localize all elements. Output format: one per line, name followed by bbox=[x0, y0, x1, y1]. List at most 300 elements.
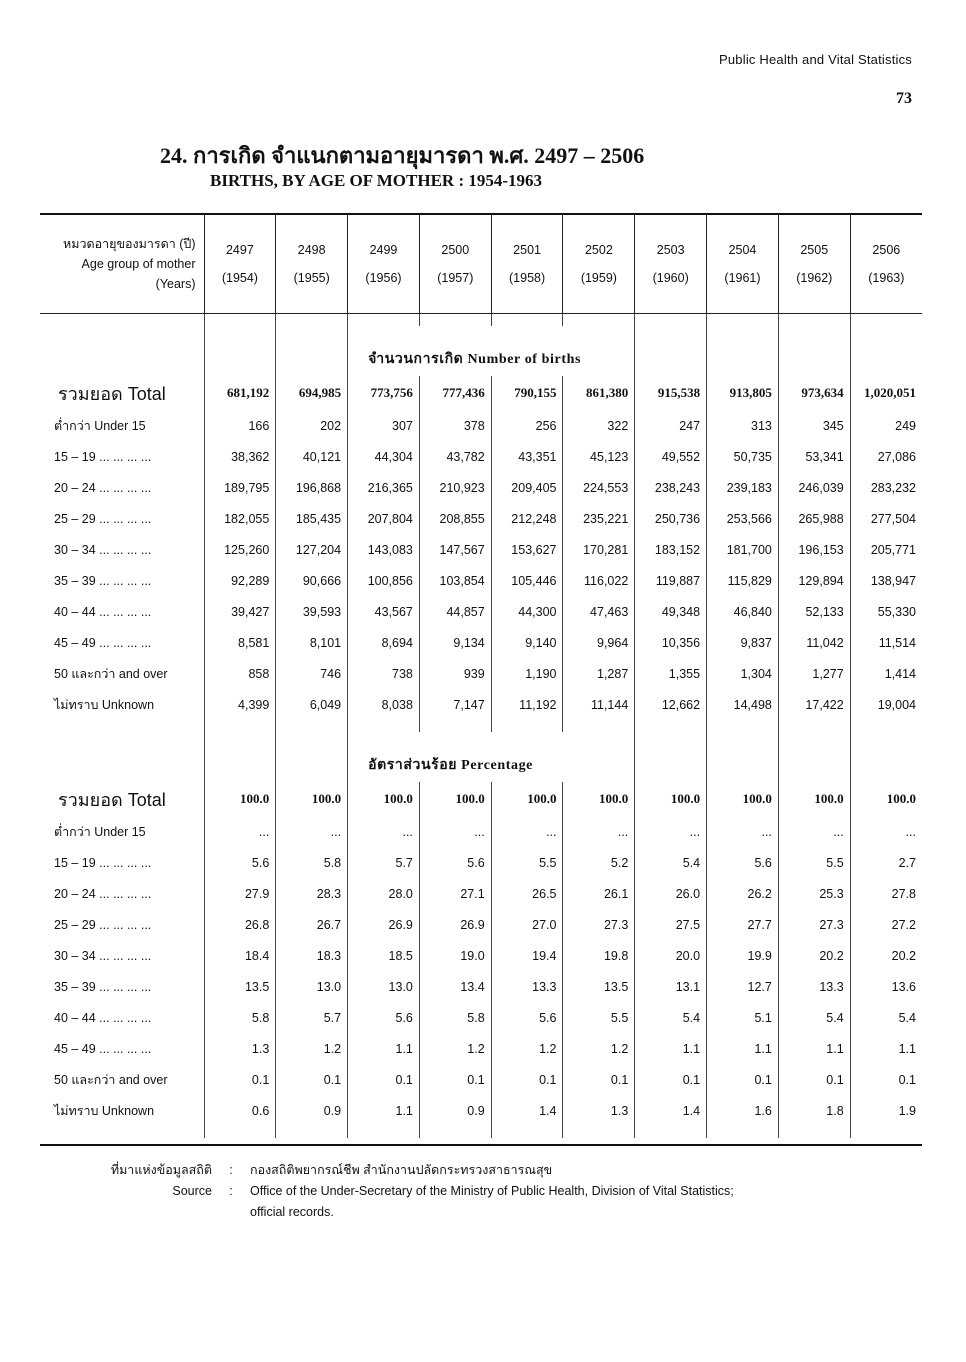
header-label-english: Age group of mother bbox=[81, 257, 196, 271]
spacer-cell bbox=[40, 314, 204, 327]
spacer-cell bbox=[850, 314, 922, 327]
header-year-thai: 2502 bbox=[584, 243, 613, 257]
table-cell: 1.1 bbox=[348, 1095, 420, 1126]
table-row bbox=[40, 441, 922, 472]
table-row bbox=[40, 658, 922, 689]
table-cell: 5.6 bbox=[348, 1002, 420, 1033]
table-cell: 1.4 bbox=[635, 1095, 707, 1126]
table-cell: 5.2 bbox=[563, 847, 635, 878]
spacer-cell bbox=[707, 314, 779, 327]
table-cell: 277,504 bbox=[870, 511, 916, 526]
table-cell: 100.0 bbox=[563, 782, 635, 816]
table-cell: 100.0 bbox=[886, 791, 916, 806]
section-blank-cell bbox=[850, 732, 922, 782]
header-year-thai: 2505 bbox=[800, 243, 829, 257]
header-year-thai: 2506 bbox=[872, 243, 901, 257]
table-cell: 47,463 bbox=[563, 596, 635, 627]
section-header-row bbox=[40, 326, 922, 376]
table-cell: 13.5 bbox=[204, 971, 276, 1002]
table-cell: 100.0 bbox=[419, 782, 491, 816]
row-label: ไม่ทราบ Unknown bbox=[40, 1095, 204, 1126]
header-year-cell bbox=[778, 215, 850, 314]
header-year-cell bbox=[850, 215, 922, 314]
table-cell: 1.1 bbox=[778, 1033, 850, 1064]
table-cell: 0.1 bbox=[491, 1064, 563, 1095]
header-year-thai: 2499 bbox=[369, 243, 398, 257]
table-cell: 18.5 bbox=[348, 940, 420, 971]
spacer-cell bbox=[348, 314, 420, 327]
section-blank-cell bbox=[204, 732, 276, 782]
table-cell: 44,300 bbox=[491, 596, 563, 627]
table-cell: 147,567 bbox=[419, 534, 491, 565]
table-row bbox=[40, 534, 922, 565]
spacer-cell bbox=[40, 720, 204, 732]
source-value-english bbox=[250, 1181, 930, 1223]
table-cell: 26.7 bbox=[276, 909, 348, 940]
header-year-thai: 2504 bbox=[728, 243, 757, 257]
total-row bbox=[40, 376, 922, 410]
table-cell: 5.6 bbox=[491, 1002, 563, 1033]
table-cell: 182,055 bbox=[204, 503, 276, 534]
table-cell: 27.1 bbox=[419, 878, 491, 909]
header-year-english: (1956) bbox=[365, 271, 402, 285]
table-cell: 115,829 bbox=[707, 565, 779, 596]
table-cell: 5.6 bbox=[419, 847, 491, 878]
table-cell: 39,593 bbox=[276, 596, 348, 627]
table-row bbox=[40, 971, 922, 1002]
header-year-english: (1958) bbox=[509, 271, 546, 285]
row-label: ไม่ทราบ Unknown bbox=[40, 689, 204, 720]
section-blank-cell bbox=[707, 732, 779, 782]
table-row bbox=[40, 878, 922, 909]
table-cell: ... bbox=[419, 816, 491, 847]
table-cell: 5.4 bbox=[898, 1010, 916, 1025]
spacer-cell bbox=[563, 720, 635, 732]
table-cell: 253,566 bbox=[707, 503, 779, 534]
spacer-cell bbox=[276, 1126, 348, 1138]
table-cell: 0.1 bbox=[276, 1064, 348, 1095]
table-cell: 224,553 bbox=[563, 472, 635, 503]
spacer-cell bbox=[563, 1126, 635, 1138]
spacer-cell bbox=[40, 1126, 204, 1138]
section-title: อัตราส่วนร้อย Percentage bbox=[348, 732, 635, 782]
table-cell: 18.3 bbox=[276, 940, 348, 971]
table-cell: ... bbox=[707, 816, 779, 847]
table-cell: 694,985 bbox=[276, 376, 348, 410]
spacer-cell bbox=[419, 314, 491, 327]
table-cell: ... bbox=[276, 816, 348, 847]
spacer-cell bbox=[850, 1126, 922, 1138]
section-blank-cell bbox=[276, 326, 348, 376]
table-cell: 915,538 bbox=[635, 376, 707, 410]
section-blank-cell bbox=[204, 326, 276, 376]
header-year-thai: 2500 bbox=[441, 243, 470, 257]
table-row bbox=[40, 1033, 922, 1064]
table-cell: 20.0 bbox=[635, 940, 707, 971]
table-cell: 116,022 bbox=[563, 565, 635, 596]
table-cell: ... bbox=[204, 816, 276, 847]
table-cell: 100.0 bbox=[491, 782, 563, 816]
row-label: 25 – 29 ... ... ... ... bbox=[40, 503, 204, 534]
table-cell: 92,289 bbox=[204, 565, 276, 596]
table-cell: 103,854 bbox=[419, 565, 491, 596]
table-cell: 11,514 bbox=[878, 635, 916, 650]
table-row bbox=[40, 1002, 922, 1033]
table-cell: 0.9 bbox=[276, 1095, 348, 1126]
table-cell: 1.4 bbox=[491, 1095, 563, 1126]
header-year-english: (1962) bbox=[796, 271, 833, 285]
spacer-row bbox=[40, 720, 922, 732]
table-cell: 0.1 bbox=[707, 1064, 779, 1095]
table-cell: 1.2 bbox=[491, 1033, 563, 1064]
table-cell: 9,134 bbox=[419, 627, 491, 658]
table-cell: ... bbox=[635, 816, 707, 847]
table-cell: 39,427 bbox=[204, 596, 276, 627]
table-row bbox=[40, 909, 922, 940]
header-year-cell bbox=[419, 215, 491, 314]
table-cell: 250,736 bbox=[635, 503, 707, 534]
table-cell: 19.8 bbox=[563, 940, 635, 971]
table-cell: 26.1 bbox=[563, 878, 635, 909]
table-cell: 166 bbox=[204, 410, 276, 441]
table-cell: 105,446 bbox=[491, 565, 563, 596]
table-cell: 9,140 bbox=[491, 627, 563, 658]
table-cell: 0.1 bbox=[348, 1064, 420, 1095]
table-cell: 26.9 bbox=[348, 909, 420, 940]
table-cell: 773,756 bbox=[348, 376, 420, 410]
table-cell: 1,277 bbox=[778, 658, 850, 689]
table-cell: 746 bbox=[276, 658, 348, 689]
row-label: 20 – 24 ... ... ... ... bbox=[40, 878, 204, 909]
row-label: 45 – 49 ... ... ... ... bbox=[40, 1033, 204, 1064]
table-cell: 0.1 bbox=[898, 1072, 916, 1087]
row-label: 50 และกว่า and over bbox=[40, 1064, 204, 1095]
table-cell: 246,039 bbox=[778, 472, 850, 503]
header-year-thai: 2498 bbox=[297, 243, 326, 257]
table-cell: 55,330 bbox=[877, 604, 916, 619]
table-cell: 27.0 bbox=[491, 909, 563, 940]
header-age-group-label bbox=[40, 215, 204, 314]
births-table bbox=[40, 215, 922, 1138]
table-cell: 973,634 bbox=[778, 376, 850, 410]
section-blank-cell bbox=[40, 732, 204, 782]
table-cell: 0.6 bbox=[204, 1095, 276, 1126]
table-cell: 26.2 bbox=[707, 878, 779, 909]
table-cell: 345 bbox=[778, 410, 850, 441]
table-cell: 247 bbox=[635, 410, 707, 441]
row-label: 30 – 34 ... ... ... ... bbox=[40, 534, 204, 565]
header-year-english: (1954) bbox=[221, 271, 258, 285]
table-cell: 100,856 bbox=[348, 565, 420, 596]
table-cell: 5.5 bbox=[778, 847, 850, 878]
table-cell: 13.5 bbox=[563, 971, 635, 1002]
section-blank-cell bbox=[635, 326, 707, 376]
row-label: 15 – 19 ... ... ... ... bbox=[40, 847, 204, 878]
source-note bbox=[80, 1160, 930, 1223]
table-cell: 127,204 bbox=[276, 534, 348, 565]
table-cell: 53,341 bbox=[778, 441, 850, 472]
table-cell: 5.4 bbox=[635, 847, 707, 878]
table-cell: 202 bbox=[276, 410, 348, 441]
table-cell: 196,868 bbox=[276, 472, 348, 503]
table-cell: 13.1 bbox=[635, 971, 707, 1002]
header-year-english: (1957) bbox=[437, 271, 474, 285]
table-row bbox=[40, 1064, 922, 1095]
row-label: ต่ำกว่า Under 15 bbox=[40, 410, 204, 441]
table-cell: 19.0 bbox=[419, 940, 491, 971]
table-cell: 52,133 bbox=[778, 596, 850, 627]
table-cell: 5.8 bbox=[419, 1002, 491, 1033]
table-cell: 0.9 bbox=[419, 1095, 491, 1126]
section-header-row bbox=[40, 732, 922, 782]
row-label: 50 และกว่า and over bbox=[40, 658, 204, 689]
table-cell: 189,795 bbox=[204, 472, 276, 503]
section-blank-cell bbox=[778, 326, 850, 376]
table-cell: 283,232 bbox=[870, 480, 916, 495]
table-cell: 20.2 bbox=[891, 948, 916, 963]
header-year-cell bbox=[563, 215, 635, 314]
table-cell: 216,365 bbox=[348, 472, 420, 503]
table-row bbox=[40, 1095, 922, 1126]
table-title-thai: 24. การเกิด จำแนกตามอายุมารดา พ.ศ. 2497 – 2506 bbox=[160, 143, 645, 168]
table-cell: 49,552 bbox=[635, 441, 707, 472]
table-cell: 27.8 bbox=[891, 886, 916, 901]
table-cell: 1.2 bbox=[419, 1033, 491, 1064]
row-label: ต่ำกว่า Under 15 bbox=[40, 816, 204, 847]
table-row bbox=[40, 503, 922, 534]
table-cell: 313 bbox=[707, 410, 779, 441]
table-cell: 378 bbox=[419, 410, 491, 441]
table-cell: 20.2 bbox=[778, 940, 850, 971]
table-cell: 27.2 bbox=[891, 917, 916, 932]
page-number: 73 bbox=[896, 90, 912, 107]
table-cell: 125,260 bbox=[204, 534, 276, 565]
table-cell: 27.5 bbox=[635, 909, 707, 940]
spacer-cell bbox=[850, 720, 922, 732]
table-cell: 738 bbox=[348, 658, 420, 689]
table-cell: 25.3 bbox=[778, 878, 850, 909]
table-cell: 1,414 bbox=[884, 666, 916, 681]
spacer-cell bbox=[276, 720, 348, 732]
table-cell: 50,735 bbox=[707, 441, 779, 472]
table-cell: 858 bbox=[204, 658, 276, 689]
table-cell: 27.3 bbox=[563, 909, 635, 940]
table-cell: 9,837 bbox=[707, 627, 779, 658]
source-label-thai: ที่มาแห่งข้อมูลสถิติ bbox=[110, 1163, 212, 1177]
table-cell: 40,121 bbox=[276, 441, 348, 472]
table-cell: 13.3 bbox=[491, 971, 563, 1002]
row-label: 25 – 29 ... ... ... ... bbox=[40, 909, 204, 940]
source-label-english: Source bbox=[172, 1184, 212, 1198]
table-cell: 1.1 bbox=[707, 1033, 779, 1064]
spacer-cell bbox=[778, 1126, 850, 1138]
table-cell: 913,805 bbox=[707, 376, 779, 410]
table-cell: 38,362 bbox=[204, 441, 276, 472]
table-cell: 1.2 bbox=[563, 1033, 635, 1064]
table-row bbox=[40, 689, 922, 720]
header-year-thai: 2503 bbox=[656, 243, 685, 257]
table-cell: 256 bbox=[491, 410, 563, 441]
table-cell: 1,287 bbox=[563, 658, 635, 689]
table-cell: 11,192 bbox=[491, 689, 563, 720]
table-cell: 5.1 bbox=[707, 1002, 779, 1033]
table-cell: 19.9 bbox=[707, 940, 779, 971]
table-cell: 5.4 bbox=[778, 1002, 850, 1033]
row-label: 45 – 49 ... ... ... ... bbox=[40, 627, 204, 658]
header-year-english: (1960) bbox=[652, 271, 689, 285]
table-cell: 13.0 bbox=[276, 971, 348, 1002]
spacer-cell bbox=[204, 720, 276, 732]
table-cell: 5.7 bbox=[348, 847, 420, 878]
table-cell: 26.8 bbox=[204, 909, 276, 940]
table-cell: 13.4 bbox=[419, 971, 491, 1002]
row-label: 15 – 19 ... ... ... ... bbox=[40, 441, 204, 472]
table-cell: 1,190 bbox=[491, 658, 563, 689]
births-table-container bbox=[40, 213, 922, 1146]
spacer-row bbox=[40, 314, 922, 327]
section-blank-cell bbox=[276, 732, 348, 782]
header-year-cell bbox=[204, 215, 276, 314]
table-cell: 183,152 bbox=[635, 534, 707, 565]
table-cell: 212,248 bbox=[491, 503, 563, 534]
table-cell: 100.0 bbox=[635, 782, 707, 816]
table-cell: 207,804 bbox=[348, 503, 420, 534]
header-year-cell bbox=[276, 215, 348, 314]
table-row bbox=[40, 847, 922, 878]
table-cell: 0.1 bbox=[204, 1064, 276, 1095]
table-cell: 5.5 bbox=[491, 847, 563, 878]
table-cell: 8,101 bbox=[276, 627, 348, 658]
header-year-thai: 2497 bbox=[225, 243, 254, 257]
row-label: 30 – 34 ... ... ... ... bbox=[40, 940, 204, 971]
section-blank-cell bbox=[850, 326, 922, 376]
spacer-cell bbox=[419, 720, 491, 732]
table-cell: 12.7 bbox=[707, 971, 779, 1002]
table-cell: 235,221 bbox=[563, 503, 635, 534]
table-cell: 100.0 bbox=[778, 782, 850, 816]
table-cell: 1.3 bbox=[563, 1095, 635, 1126]
spacer-cell bbox=[778, 314, 850, 327]
table-cell: 249 bbox=[895, 418, 916, 433]
table-cell: 27.7 bbox=[707, 909, 779, 940]
table-cell: 0.1 bbox=[778, 1064, 850, 1095]
table-cell: 143,083 bbox=[348, 534, 420, 565]
table-cell: 1.6 bbox=[707, 1095, 779, 1126]
source-value-english-line2: official records. bbox=[250, 1205, 334, 1219]
table-cell: 208,855 bbox=[419, 503, 491, 534]
header-label-years: (Years) bbox=[155, 277, 196, 291]
table-row bbox=[40, 565, 922, 596]
table-cell: 5.7 bbox=[276, 1002, 348, 1033]
spacer-cell bbox=[778, 720, 850, 732]
table-cell: 14,498 bbox=[707, 689, 779, 720]
table-title-english: BIRTHS, BY AGE OF MOTHER : 1954-1963 bbox=[210, 171, 543, 190]
running-head: Public Health and Vital Statistics bbox=[719, 52, 912, 67]
table-cell: 939 bbox=[419, 658, 491, 689]
table-cell: 19,004 bbox=[877, 697, 916, 712]
table-cell: 13.3 bbox=[778, 971, 850, 1002]
table-cell: 153,627 bbox=[491, 534, 563, 565]
section-title: จำนวนการเกิด Number of births bbox=[348, 326, 635, 376]
table-row bbox=[40, 940, 922, 971]
header-year-cell bbox=[635, 215, 707, 314]
table-cell: 8,038 bbox=[348, 689, 420, 720]
row-label: 40 – 44 ... ... ... ... bbox=[40, 596, 204, 627]
table-cell: 790,155 bbox=[491, 376, 563, 410]
source-value-english-line1: Office of the Under-Secretary of the Ministry of Public Health, Division of Vital Statistics; bbox=[250, 1184, 734, 1198]
table-cell: 5.8 bbox=[204, 1002, 276, 1033]
table-row bbox=[40, 596, 922, 627]
table-cell: 1,355 bbox=[635, 658, 707, 689]
table-cell: 181,700 bbox=[707, 534, 779, 565]
table-cell: 185,435 bbox=[276, 503, 348, 534]
table-cell: 9,964 bbox=[563, 627, 635, 658]
table-cell: 5.6 bbox=[204, 847, 276, 878]
table-cell: 26.9 bbox=[419, 909, 491, 940]
table-cell: 0.1 bbox=[563, 1064, 635, 1095]
header-year-cell bbox=[491, 215, 563, 314]
table-cell: 26.0 bbox=[635, 878, 707, 909]
table-cell: 1.1 bbox=[348, 1033, 420, 1064]
table-cell: 170,281 bbox=[563, 534, 635, 565]
table-cell: 43,351 bbox=[491, 441, 563, 472]
spacer-cell bbox=[563, 314, 635, 327]
table-cell: 1,304 bbox=[707, 658, 779, 689]
table-cell: 238,243 bbox=[635, 472, 707, 503]
table-cell: 777,436 bbox=[419, 376, 491, 410]
table-cell: 43,782 bbox=[419, 441, 491, 472]
table-cell: 5.6 bbox=[707, 847, 779, 878]
spacer-cell bbox=[707, 720, 779, 732]
header-year-english: (1961) bbox=[724, 271, 761, 285]
header-label-thai: หมวดอายุของมารดา (ปี) bbox=[63, 237, 196, 251]
table-cell: ... bbox=[563, 816, 635, 847]
spacer-row bbox=[40, 1126, 922, 1138]
table-cell: 1.1 bbox=[898, 1041, 916, 1056]
table-cell: 8,694 bbox=[348, 627, 420, 658]
table-cell: 119,887 bbox=[635, 565, 707, 596]
row-label: รวมยอด Total bbox=[40, 782, 204, 816]
table-cell: 13.6 bbox=[891, 979, 916, 994]
section-blank-cell bbox=[635, 732, 707, 782]
section-blank-cell bbox=[40, 326, 204, 376]
table-cell: 239,183 bbox=[707, 472, 779, 503]
header-year-english: (1955) bbox=[293, 271, 330, 285]
header-year-english: (1959) bbox=[580, 271, 617, 285]
table-cell: 5.4 bbox=[635, 1002, 707, 1033]
table-cell: 49,348 bbox=[635, 596, 707, 627]
table-cell: 18.4 bbox=[204, 940, 276, 971]
table-row bbox=[40, 472, 922, 503]
header-row bbox=[40, 215, 922, 314]
header-year-thai: 2501 bbox=[513, 243, 541, 257]
spacer-cell bbox=[635, 1126, 707, 1138]
table-cell: 27.3 bbox=[778, 909, 850, 940]
table-row bbox=[40, 410, 922, 441]
row-label: รวมยอด Total bbox=[40, 376, 204, 410]
table-cell: 0.1 bbox=[635, 1064, 707, 1095]
row-label: 40 – 44 ... ... ... ... bbox=[40, 1002, 204, 1033]
table-cell: 2.7 bbox=[898, 855, 916, 870]
table-row bbox=[40, 627, 922, 658]
table-cell: 861,380 bbox=[563, 376, 635, 410]
table-cell: 27.9 bbox=[204, 878, 276, 909]
bottom-rule bbox=[40, 1144, 922, 1146]
table-cell: ... bbox=[905, 824, 916, 839]
table-cell: 0.1 bbox=[419, 1064, 491, 1095]
spacer-cell bbox=[348, 720, 420, 732]
table-cell: 205,771 bbox=[870, 542, 916, 557]
